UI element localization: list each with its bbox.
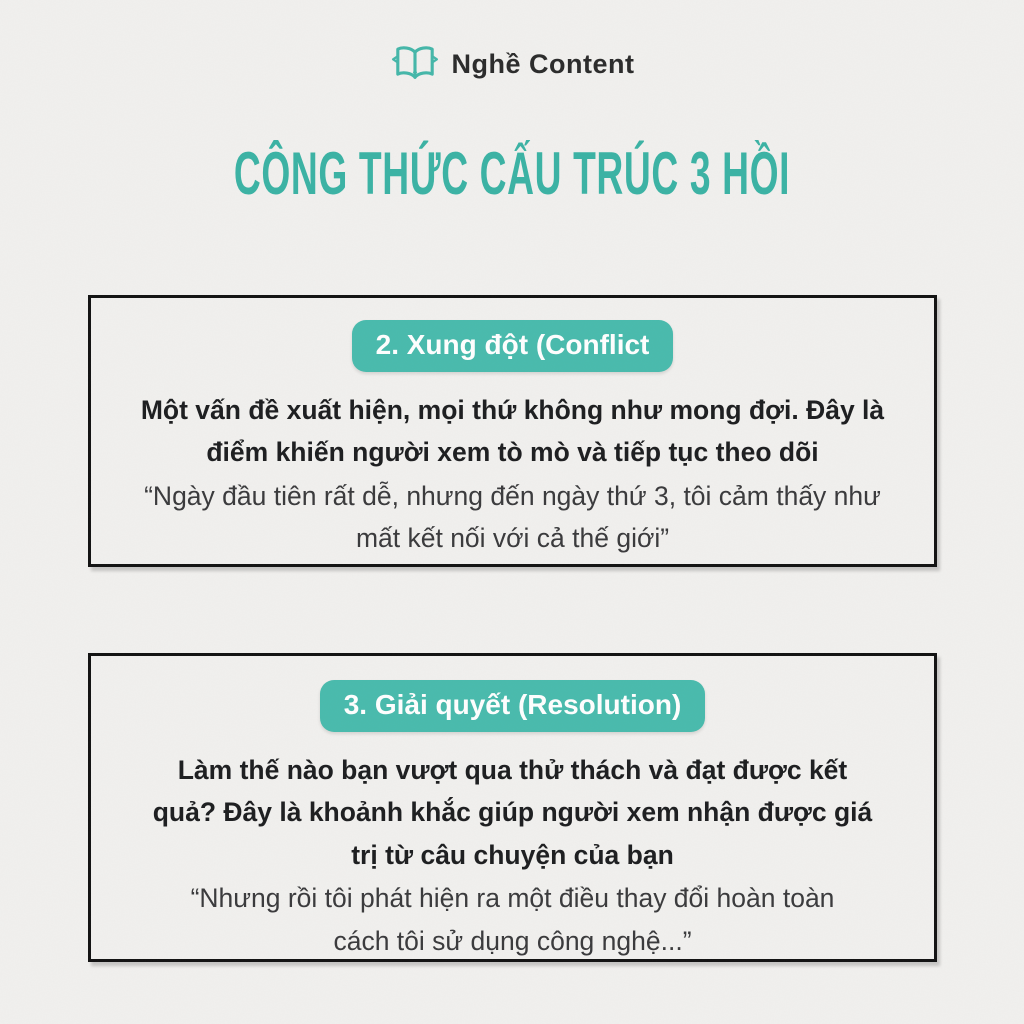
card-conflict <box>88 295 937 567</box>
brand-name: Nghề Content <box>451 48 635 79</box>
card-resolution-description: Làm thế nào bạn vượt qua thử thách và đạt được kết quả? Đây là khoảnh khắc giúp người xem nhận được giá trị từ câu chuyện của bạn <box>152 755 873 870</box>
page-title: CÔNG THỨC CẤU TRÚC 3 HỒI <box>233 140 791 207</box>
card-resolution-badge: 3. Giải quyết (Resolution) <box>320 680 706 732</box>
card-resolution-quote: “Nhưng rồi tôi phát hiện ra một điều thay đổi hoàn toàn cách tôi sử dụng công nghệ...” <box>190 883 835 956</box>
card-resolution <box>88 653 937 962</box>
card-conflict-badge: 2. Xung đột (Conflict <box>352 320 674 372</box>
brand-logo <box>0 38 1024 90</box>
card-conflict-description: Một vấn đề xuất hiện, mọi thứ không như mong đợi. Đây là điểm khiến người xem tò mò và tiếp tục theo dõi <box>140 395 885 468</box>
open-book-icon <box>390 38 440 90</box>
card-conflict-quote: “Ngày đầu tiên rất dễ, nhưng đến ngày thứ 3, tôi cảm thấy như mất kết nối với cả thế giới” <box>144 480 881 554</box>
